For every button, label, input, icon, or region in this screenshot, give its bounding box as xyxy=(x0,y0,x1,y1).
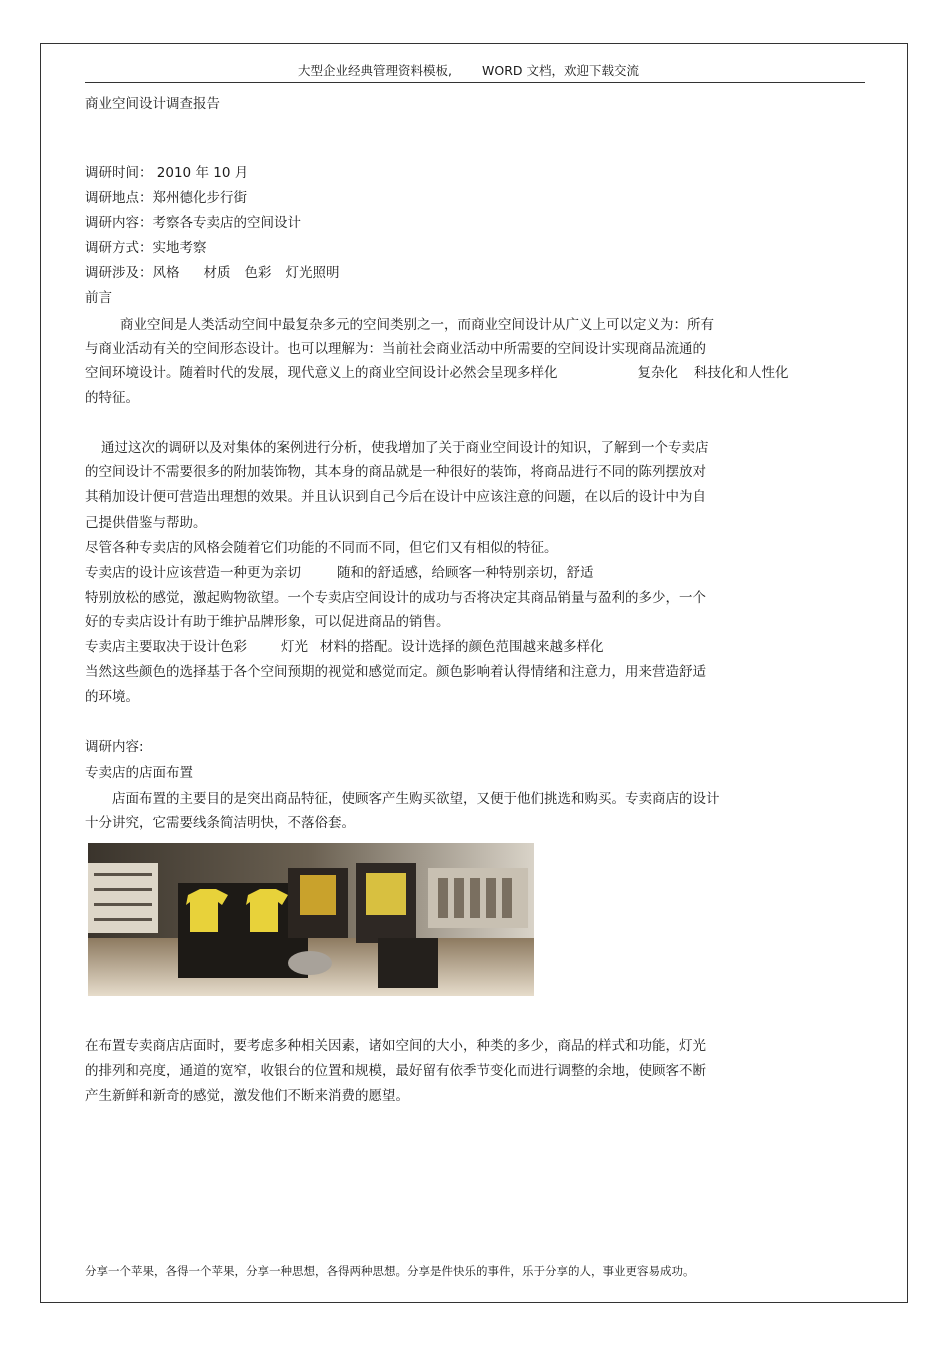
paragraph-line: 的特征。 xyxy=(85,390,139,406)
store-interior-photo xyxy=(88,843,534,996)
paragraph-line: 店面布置的主要目的是突出商品特征，使顾客产生购买欲望，又便于他们挑选和购买。专卖商店的设计 xyxy=(112,791,720,807)
paragraph-line xyxy=(85,637,604,657)
paragraph-fragment: 材料的搭配。设计选择的颜色范围越来越多样化 xyxy=(320,639,604,655)
preface-heading: 前言 xyxy=(85,290,112,306)
paragraph-fragment: 专卖店主要取决于设计色彩 xyxy=(85,639,247,655)
survey-time: 调研时间： 2010 年 10 月 xyxy=(85,165,249,181)
paragraph-line: 与商业活动有关的空间形态设计。也可以理解为：当前社会商业活动中所需要的空间设计实现商品流通的 xyxy=(85,341,706,357)
survey-scope-color: 色彩 xyxy=(244,265,272,281)
page-footer: 分享一个苹果，各得一个苹果，分享一种思想，各得两种思想。分享是件快乐的事件，乐于分享的人，事业更容易成功。 xyxy=(85,1264,695,1278)
paragraph-line: 己提供借鉴与帮助。 xyxy=(85,515,207,531)
survey-place: 调研地点：郑州德化步行街 xyxy=(85,190,247,206)
survey-scope-label: 调研涉及：风格 xyxy=(85,265,180,281)
survey-scope-lighting: 灯光照明 xyxy=(285,265,340,281)
paragraph-line: 的环境。 xyxy=(85,689,139,705)
paragraph-line: 当然这些颜色的选择基于各个空间预期的视觉和感觉而定。颜色影响着认得情绪和注意力，用来营造舒适 xyxy=(85,664,706,680)
header-right-text: WORD 文档，欢迎下载交流 xyxy=(482,63,639,78)
document-title: 商业空间设计调查报告 xyxy=(85,96,220,112)
paragraph-fragment: 空间环境设计。随着时代的发展，现代意义上的商业空间设计必然会呈现多样化 xyxy=(85,365,558,381)
paragraph-fragment: 随和的舒适感，给顾客一种特别亲切，舒适 xyxy=(337,565,594,581)
paragraph-line xyxy=(85,563,594,583)
paragraph-line xyxy=(85,363,789,383)
survey-content: 调研内容：考察各专卖店的空间设计 xyxy=(85,215,301,231)
paragraph-line: 十分讲究，它需要线条简洁明快，不落俗套。 xyxy=(85,815,355,831)
section-subheading: 专卖店的店面布置 xyxy=(85,765,193,781)
paragraph-line: 通过这次的调研以及对集体的案例进行分析，使我增加了关于商业空间设计的知识，了解到一个专卖店 xyxy=(101,440,709,456)
section-heading: 调研内容: xyxy=(85,739,144,755)
paragraph-fragment: 复杂化 xyxy=(637,365,678,381)
paragraph-line: 的排列和亮度，通道的宽窄，收银台的位置和规模，最好留有依季节变化而进行调整的余地，使顾客不断 xyxy=(85,1063,706,1079)
paragraph-line: 在布置专卖商店店面时，要考虑多种相关因素，诸如空间的大小，种类的多少，商品的样式和功能，灯光 xyxy=(85,1038,706,1054)
paragraph-line: 其稍加设计便可营造出理想的效果。并且认识到自己今后在设计中应该注意的问题，在以后的设计中为自 xyxy=(85,489,706,505)
page-header xyxy=(85,58,865,83)
paragraph-fragment: 专卖店的设计应该营造一种更为亲切 xyxy=(85,565,301,581)
paragraph-line: 好的专卖店设计有助于维护品牌形象，可以促进商品的销售。 xyxy=(85,614,450,630)
paragraph-line: 产生新鲜和新奇的感觉，激发他们不断来消费的愿望。 xyxy=(85,1088,409,1104)
paragraph-fragment: 灯光 xyxy=(281,639,308,655)
survey-method: 调研方式：实地考察 xyxy=(85,240,207,256)
paragraph-line: 的空间设计不需要很多的附加装饰物，其本身的商品就是一种很好的装饰，将商品进行不同的陈列摆放对 xyxy=(85,464,706,480)
header-left-text: 大型企业经典管理资料模板, xyxy=(298,63,452,78)
paragraph-line: 特别放松的感觉，激起购物欲望。一个专卖店空间设计的成功与否将决定其商品销量与盈利的多少，一个 xyxy=(85,590,706,606)
paragraph-line: 商业空间是人类活动空间中最复杂多元的空间类别之一，而商业空间设计从广义上可以定义为：所有 xyxy=(120,317,714,333)
paragraph-line: 尽管各种专卖店的风格会随着它们功能的不同而不同，但它们又有相似的特征。 xyxy=(85,540,558,556)
survey-scope-material: 材质 xyxy=(203,265,231,281)
survey-scope xyxy=(85,263,340,283)
paragraph-fragment: 科技化和人性化 xyxy=(694,365,789,381)
